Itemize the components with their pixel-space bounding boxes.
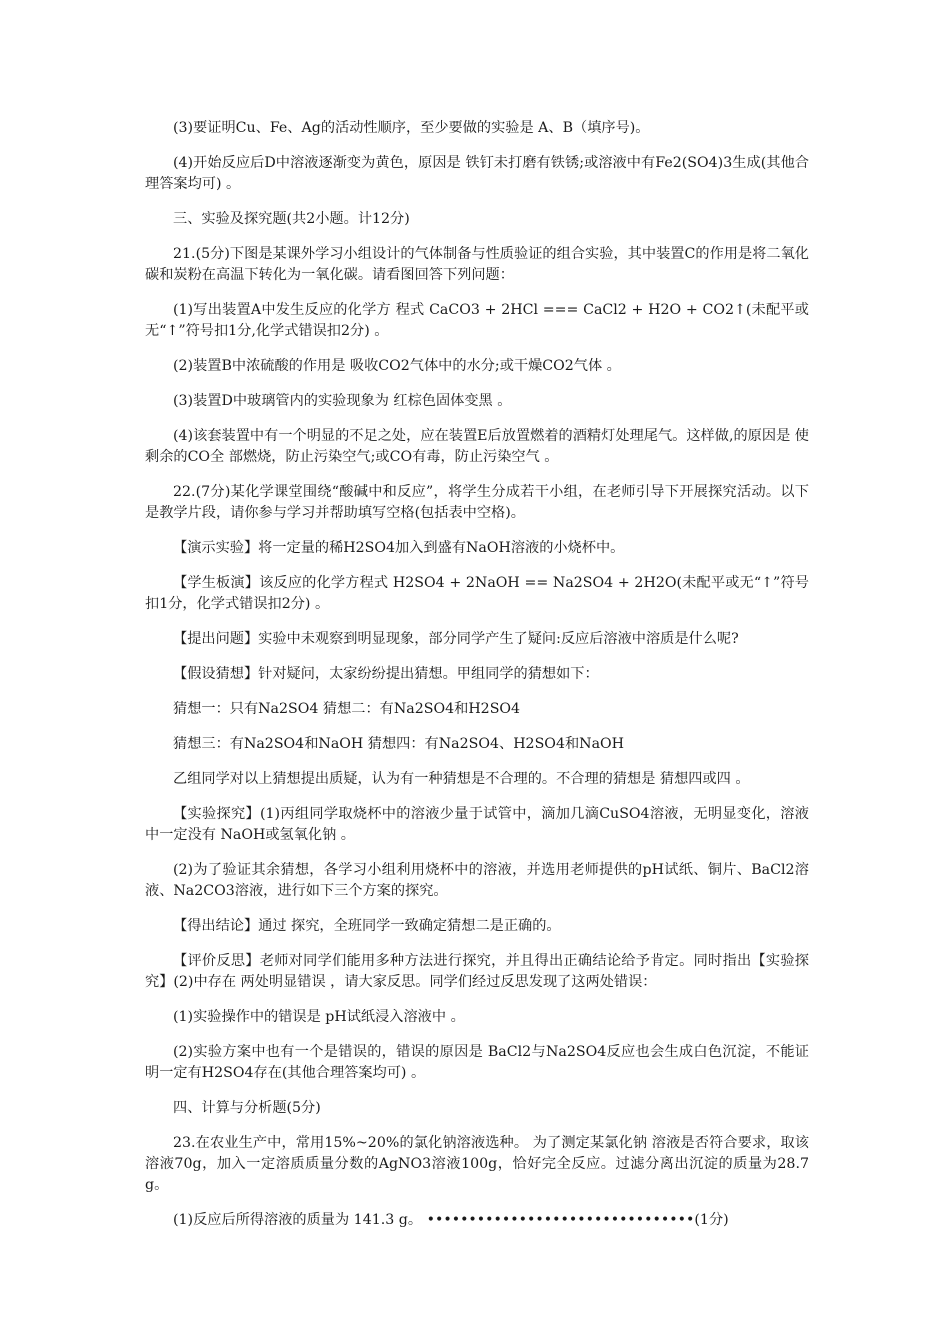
q23-part-1-text: (1)反应后所得溶液的质量为 141.3 g。 bbox=[173, 1212, 423, 1228]
score-label: (1分) bbox=[694, 1212, 729, 1228]
group-b-doubt: 乙组同学对以上猜想提出质疑，认为有一种猜想是不合理的。不合理的猜想是 猜想四或四 。 bbox=[173, 771, 750, 787]
question-22-intro: 22.(7分)某化学课堂围绕“酸碱中和反应”，将学生分成若干小组，在老师引导下开展探究活动。以下是教学片段，请你参与学习并帮助填写空格(包括表中空格)。 bbox=[145, 484, 809, 521]
conclusion: 【得出结论】通过 探究，全班同学一致确定猜想二是正确的。 bbox=[173, 918, 561, 934]
hypothesis-1-2: 猜想一：只有Na2SO4 猜想二：有Na2SO4和H2SO4 bbox=[173, 701, 521, 717]
question-21-part-1: (1)写出装置A中发生反应的化学方 程式 CaCO3 + 2HCl === CaCl2 + H2O + CO2↑(未配平或无“↑”符号扣1分,化学式错误扣2分) 。 bbox=[145, 302, 809, 339]
demo-experiment: 【演示实验】将一定量的稀H2SO4加入到盛有NaOH溶液的小烧杯中。 bbox=[173, 540, 625, 556]
raise-question: 【提出问题】实验中未观察到明显现象，部分同学产生了疑问:反应后溶液中溶质是什么呢? bbox=[173, 631, 739, 647]
section-heading-calculation: 四、计算与分析题(5分) bbox=[173, 1100, 321, 1116]
paragraph-3-activity-order: (3)要证明Cu、Fe、Ag的活动性顺序，至少要做的实验是 A、B（填序号)。 bbox=[173, 120, 650, 136]
hypothesis-intro: 【假设猜想】针对疑问，太家纷纷提出猜想。甲组同学的猜想如下： bbox=[173, 666, 599, 682]
document-page bbox=[145, 118, 809, 1245]
question-21-part-3: (3)装置D中玻璃管内的实验现象为 红棕色固体变黑 。 bbox=[173, 393, 512, 409]
error-1: (1)实验操作中的错误是 pH试纸浸入溶液中 。 bbox=[173, 1009, 465, 1025]
question-21-part-2: (2)装置B中浓硫酸的作用是 吸收CO2气体中的水分;或干燥CO2气体 。 bbox=[173, 358, 621, 374]
hypothesis-3-4: 猜想三：有Na2SO4和NaOH 猜想四：有Na2SO4、H2SO4和NaOH bbox=[173, 736, 625, 752]
question-23-intro: 23.在农业生产中，常用15%~20%的氯化钠溶液选种。 为了测定某氯化钠 溶液是否符合要求，取该溶液70g，加入一定溶质质量分数的AgNO3溶液100g，恰好完全反应。过滤分离出沉淀的质量为28.7g。 bbox=[145, 1135, 809, 1193]
question-21-intro: 21.(5分)下图是某课外学习小组设计的气体制备与性质验证的组合实验，其中装置C的作用是将二氧化碳和炭粉在高温下转化为一氧化碳。请看图回答下列问题： bbox=[145, 246, 809, 283]
error-2: (2)实验方案中也有一个是错误的，错误的原因是 BaCl2与Na2SO4反应也会生成白色沉淀，不能证明一定有H2SO4存在(其他合理答案均可) 。 bbox=[145, 1044, 809, 1081]
dot-leader: •••••••••••••••••••••••••••••••• bbox=[426, 1212, 695, 1228]
section-heading-experiment: 三、实验及探究题(共2小题。计12分) bbox=[173, 211, 410, 227]
evaluation-reflection: 【评价反思】老师对同学们能用多种方法进行探究，并且得出正确结论给予肯定。同时指出【实验探究】(2)中存在 两处明显错误 ，请大家反思。同学们经过反思发现了这两处错误： bbox=[145, 953, 809, 990]
question-23-part-1 bbox=[145, 1210, 809, 1231]
student-board: 【学生板演】该反应的化学方程式 H2SO4 + 2NaOH == Na2SO4 + 2H2O(未配平或无“↑”符号扣1分，化学式错误扣2分) 。 bbox=[145, 575, 809, 612]
question-21-part-4: (4)该套装置中有一个明显的不足之处，应在装置E后放置燃着的酒精灯处理尾气。这样做,的原因是 使剩余的CO全 部燃烧，防止污染空气;或CO有毒，防止污染空气 。 bbox=[145, 428, 809, 465]
experiment-inquiry-2: (2)为了验证其余猜想，各学习小组利用烧杯中的溶液，并选用老师提供的pH试纸、铜片、BaCl2溶液、Na2CO3溶液，进行如下三个方案的探究。 bbox=[145, 862, 809, 899]
paragraph-4-yellow-solution: (4)开始反应后D中溶液逐渐变为黄色，原因是 铁钉未打磨有铁锈;或溶液中有Fe2(SO4)3生成(其他合理答案均可) 。 bbox=[145, 155, 809, 192]
experiment-inquiry-1: 【实验探究】(1)丙组同学取烧杯中的溶液少量于试管中，滴加几滴CuSO4溶液，无明显变化，溶液中一定没有 NaOH或氢氧化钠 。 bbox=[145, 806, 809, 843]
